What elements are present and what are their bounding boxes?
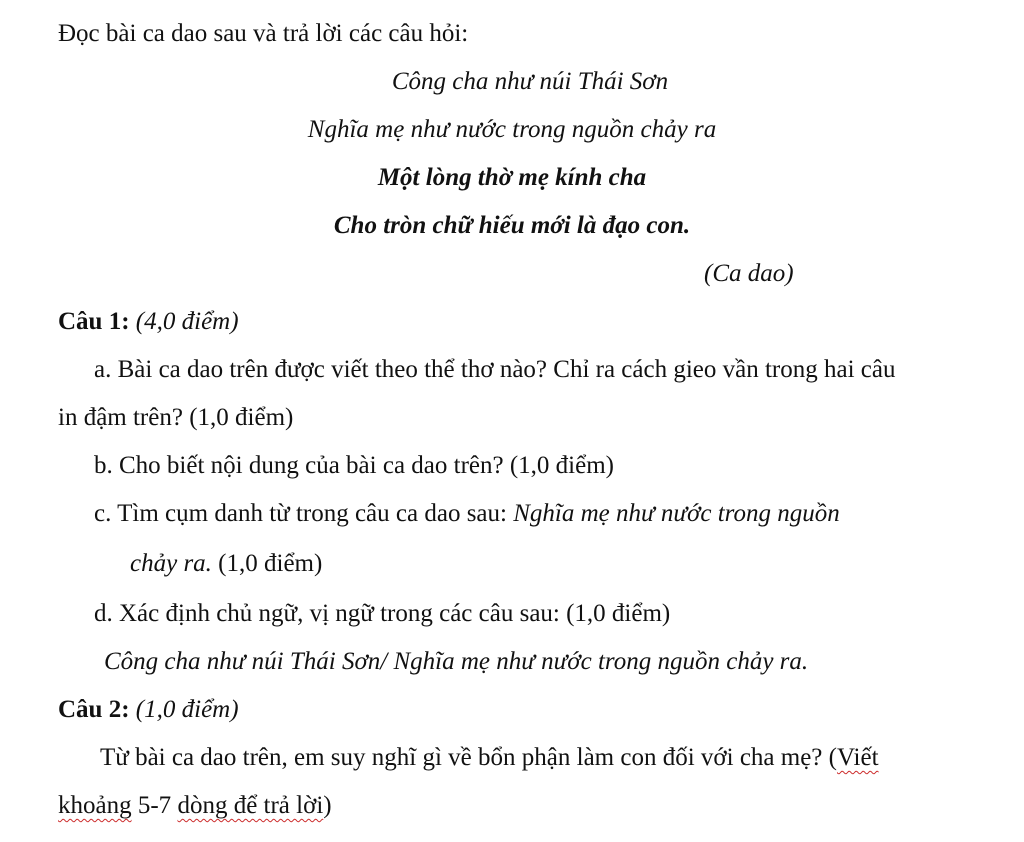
question-1c-points: (1,0 điểm) bbox=[211, 550, 323, 577]
question-1c-text: c. Tìm cụm danh từ trong câu ca dao sau: bbox=[94, 500, 514, 527]
question-1c-line-1 bbox=[0, 498, 1024, 530]
question-2-label: Câu 2: bbox=[58, 696, 130, 723]
question-1b: b. Cho biết nội dung của bài ca dao trên? (1,0 điểm) bbox=[94, 452, 614, 479]
question-2-line-2 bbox=[0, 790, 1024, 822]
question-2-text-count: 5-7 bbox=[131, 792, 178, 819]
question-2-spell-underline-3: dòng để trả lời bbox=[177, 792, 324, 819]
question-1d-example: Công cha như núi Thái Sơn/ Nghĩa mẹ như nước trong nguồn chảy ra. bbox=[104, 648, 809, 675]
question-1a-line-2: in đậm trên? (1,0 điểm) bbox=[58, 404, 294, 431]
poem-line-4: Cho tròn chữ hiếu mới là đạo con. bbox=[333, 212, 691, 239]
poem-line-3: Một lòng thờ mẹ kính cha bbox=[377, 164, 647, 191]
question-2-text-end: ) bbox=[323, 792, 332, 819]
question-1d: d. Xác định chủ ngữ, vị ngữ trong các câu sau: (1,0 điểm) bbox=[94, 600, 671, 627]
poem-line-2: Nghĩa mẹ như nước trong nguồn chảy ra bbox=[307, 116, 717, 143]
question-1a-line-1: a. Bài ca dao trên được viết theo thể thơ nào? Chỉ ra cách gieo vần trong hai câu bbox=[94, 356, 896, 383]
question-2-spell-underline-1: Viết bbox=[836, 744, 879, 771]
question-2-heading bbox=[0, 694, 1024, 726]
question-2-spell-underline-2: khoảng bbox=[58, 792, 132, 819]
question-1-heading bbox=[0, 306, 1024, 338]
poem-source: (Ca dao) bbox=[704, 260, 794, 287]
intro-instruction: Đọc bài ca dao sau và trả lời các câu hỏi: bbox=[58, 20, 469, 47]
question-1-label: Câu 1: bbox=[58, 308, 130, 335]
question-1c-line-2 bbox=[0, 548, 1024, 580]
question-2-text: Từ bài ca dao trên, em suy nghĩ gì về bổn phận làm con đối với cha mẹ? ( bbox=[100, 744, 837, 771]
question-2-line-1 bbox=[0, 742, 1024, 774]
question-2-points: (1,0 điểm) bbox=[135, 696, 239, 723]
question-1-points: (4,0 điểm) bbox=[135, 308, 239, 335]
question-1c-quote-end: chảy ra. bbox=[130, 550, 212, 577]
poem-line-1: Công cha như núi Thái Sơn bbox=[391, 68, 669, 95]
question-1c-quote: Nghĩa mẹ như nước trong nguồn bbox=[513, 500, 840, 527]
